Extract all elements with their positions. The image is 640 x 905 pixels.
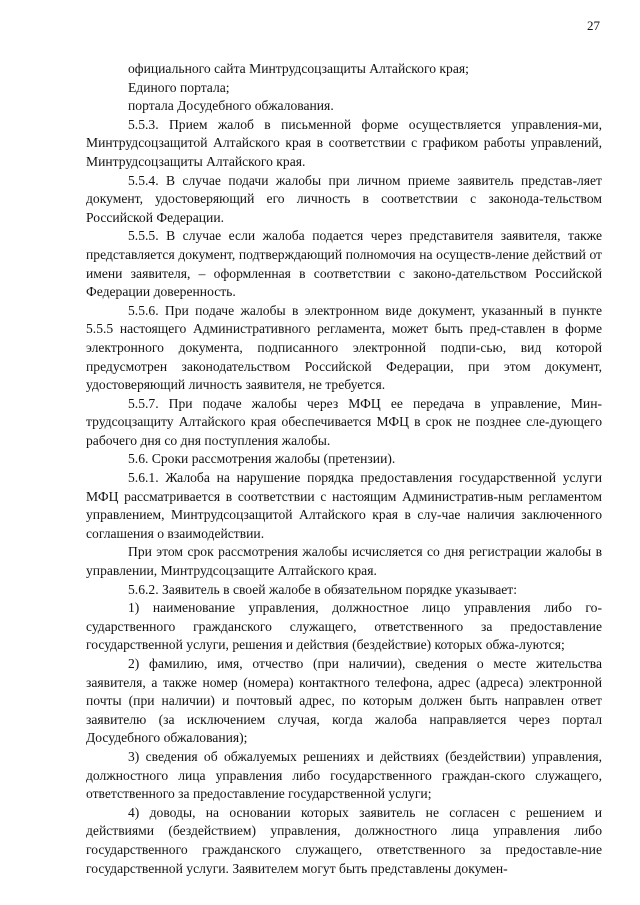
paragraph: При этом срок рассмотрения жалобы исчисляется со дня регистрации жалобы в управлении, Минтрудсоцзащите Алтайского края.	[86, 544, 602, 579]
paragraph: 5.6.1. Жалоба на нарушение порядка предоставления государственной услуги МФЦ рассматривается в соответствии с настоящим Административ-ным регламентом управлением, Минтрудсоцзащитой Алтайского края в слу-чае наличия заключенного соглашения о взаимодействии.	[86, 470, 602, 541]
paragraph: 1) наименование управления, должностное лицо управления либо го-сударственного гражданского служащего, ответственного за предоставление государственной услуги, решения и действия (бездействие) которых обжа-луются;	[86, 600, 602, 653]
paragraph: 2) фамилию, имя, отчество (при наличии), сведения о месте жительства заявителя, а также номер (номера) контактного телефона, адрес (адреса) электронной почты (при наличии) и почтовый адрес, по которым должен быть направлен ответ заявителю (за исключением случая, когда жалоба направляется через портал Досудебного обжалования);	[86, 656, 602, 746]
page-number: 27	[587, 18, 600, 33]
paragraph: 4) доводы, на основании которых заявитель не согласен с решением и действиями (бездействием) управления, должностного лица управления либо государственного гражданского служащего, ответственного за предоставле-ние государственной услуги. Заявителем могут быть представлены докумен-	[86, 804, 602, 876]
paragraph: 5.5.4. В случае подачи жалобы при личном приеме заявитель представ-ляет документ, удостоверяющий его личность в соответствии с законода-тельством Российской Федерации.	[86, 172, 602, 225]
paragraph: Единого портала;	[128, 79, 230, 95]
paragraph: 5.6.2. Заявитель в своей жалобе в обязательном порядке указывает:	[128, 581, 518, 597]
paragraph: 5.5.6. При подаче жалобы в электронном виде документ, указанный в пункте 5.5.5 настоящего Административного регламента, может быть пред-ставлен в форме электронного документа, подписанного электронной подпи-сью, вид которой предусмотрен законодательством Российской Федерации, при этом документ, удостоверяющий личность заявителя, не требуется.	[86, 302, 602, 393]
paragraph: 5.5.7. При подаче жалобы через МФЦ ее передача в управление, Мин-трудсоцзащиту Алтайского края обеспечивается МФЦ в срок не позднее сле-дующего рабочего дня со дня поступления жалобы.	[86, 395, 602, 448]
paragraph: 5.6. Сроки рассмотрения жалобы (претензии).	[128, 451, 396, 467]
document-body	[86, 60, 602, 878]
paragraph: 5.5.3. Прием жалоб в письменной форме осуществляется управления-ми, Минтрудсоцзащитой Алтайского края в соответствии с графиком работы управлений, Минтрудсоцзащиты Алтайского края.	[86, 116, 602, 169]
paragraph: 3) сведения об обжалуемых решениях и действиях (бездействии) управления, должностного лица управления либо государственного граждан-ского служащего, ответственного за предоставление государственной услуги;	[86, 748, 602, 802]
paragraph: портала Досудебного обжалования.	[128, 98, 334, 114]
paragraph: официального сайта Минтрудсоцзащиты Алтайского края;	[128, 61, 469, 76]
paragraph: 5.5.5. В случае если жалоба подается через представителя заявителя, также представляется документ, подтверждающий полномочия на осуществ-ление действий от имени заявителя, – оформленная в соответствии с законо-дательством Российской Федерации доверенность.	[86, 228, 602, 300]
